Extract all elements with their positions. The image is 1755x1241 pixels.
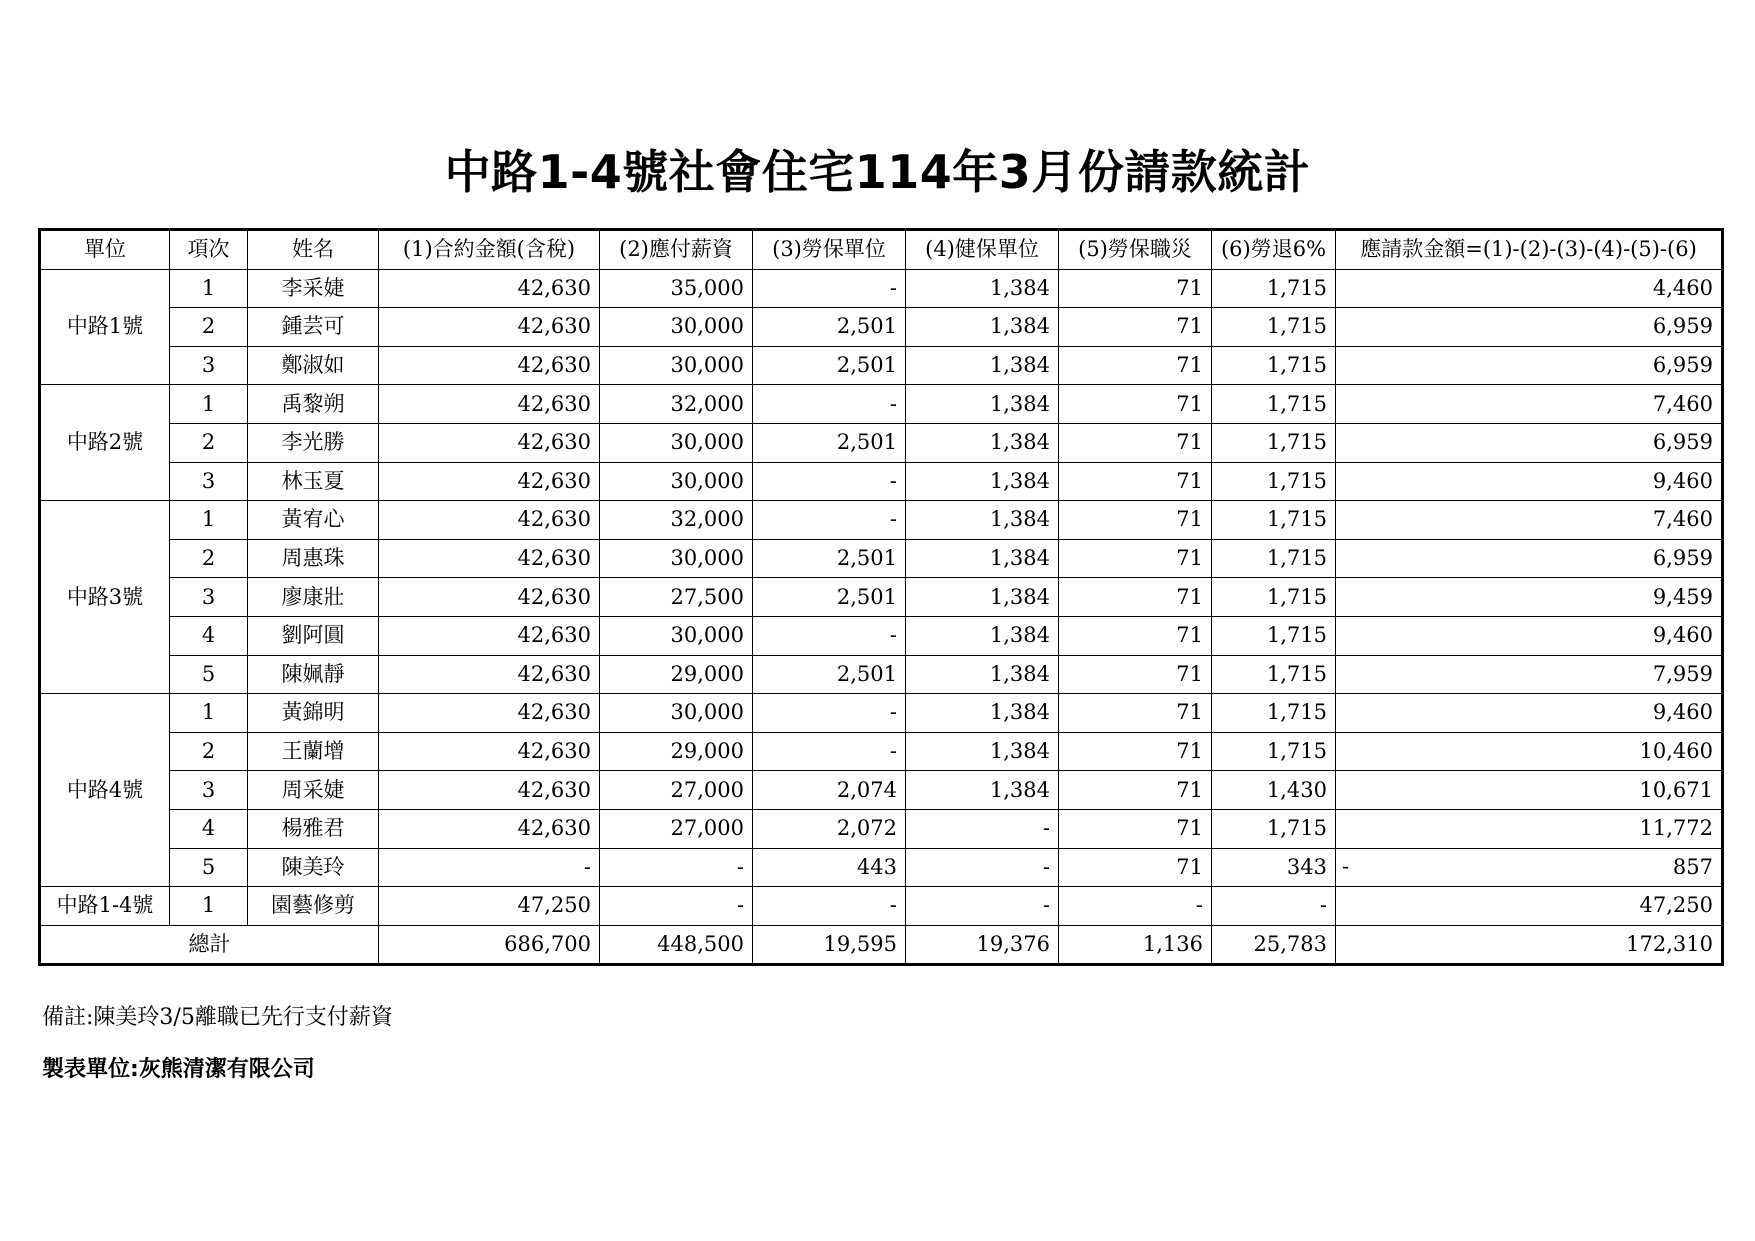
pension-cell: 1,715 [1212, 694, 1336, 733]
salary-cell: 27,000 [600, 771, 753, 810]
salary-cell: 30,000 [600, 346, 753, 385]
total-billing-amount: 172,310 [1336, 925, 1723, 965]
occupational-injury-cell: 71 [1059, 462, 1212, 501]
health-insurance-cell: 1,384 [906, 346, 1059, 385]
salary-cell: 30,000 [600, 539, 753, 578]
name-cell: 陳美玲 [248, 848, 379, 887]
pension-cell: 1,715 [1212, 423, 1336, 462]
item-no-cell: 3 [170, 462, 248, 501]
salary-cell: 32,000 [600, 385, 753, 424]
salary-cell: 30,000 [600, 308, 753, 347]
salary-cell: 27,500 [600, 578, 753, 617]
item-no-cell: 2 [170, 423, 248, 462]
health-insurance-cell: 1,384 [906, 462, 1059, 501]
labor-insurance-cell: 443 [753, 848, 906, 887]
name-cell: 劉阿圓 [248, 616, 379, 655]
item-no-cell: 5 [170, 848, 248, 887]
unit-cell: 中路2號 [40, 385, 170, 501]
table-row [40, 462, 1723, 501]
name-cell: 周采婕 [248, 771, 379, 810]
occupational-injury-cell: 71 [1059, 385, 1212, 424]
pension-cell: 1,715 [1212, 346, 1336, 385]
billing-amount-value: 4,460 [1652, 275, 1713, 300]
name-cell: 園藝修剪 [248, 887, 379, 926]
pension-cell: 1,715 [1212, 308, 1336, 347]
table-row [40, 346, 1723, 385]
billing-amount-cell [1336, 346, 1723, 385]
contract-cell: 42,630 [379, 385, 600, 424]
header-billing-amount: 應請款金額=(1)-(2)-(3)-(4)-(5)-(6) [1336, 230, 1723, 270]
negative-sign: - [1342, 854, 1350, 879]
labor-insurance-cell: - [753, 269, 906, 308]
occupational-injury-cell: 71 [1059, 771, 1212, 810]
total-health-insurance: 19,376 [906, 925, 1059, 965]
item-no-cell: 2 [170, 539, 248, 578]
item-no-cell: 1 [170, 694, 248, 733]
pension-cell: 1,715 [1212, 655, 1336, 694]
contract-cell: 42,630 [379, 462, 600, 501]
item-no-cell: 3 [170, 578, 248, 617]
item-no-cell: 3 [170, 771, 248, 810]
contract-cell: 47,250 [379, 887, 600, 926]
unit-cell: 中路1-4號 [40, 887, 170, 926]
health-insurance-cell: 1,384 [906, 771, 1059, 810]
pension-cell: 1,715 [1212, 616, 1336, 655]
table-row [40, 501, 1723, 540]
contract-cell: 42,630 [379, 346, 600, 385]
occupational-injury-cell: 71 [1059, 423, 1212, 462]
prepared-by: 製表單位:灰熊清潔有限公司 [42, 1057, 315, 1082]
billing-amount-value: 9,459 [1652, 584, 1713, 609]
billing-amount-cell [1336, 771, 1723, 810]
header-labor-insurance: (3)勞保單位 [753, 230, 906, 270]
salary-cell: - [600, 848, 753, 887]
table-row [40, 848, 1723, 887]
health-insurance-cell: - [906, 887, 1059, 926]
header-occupational-injury: (5)勞保職災 [1059, 230, 1212, 270]
pension-cell: 1,715 [1212, 269, 1336, 308]
billing-amount-cell [1336, 848, 1723, 887]
billing-amount-cell [1336, 732, 1723, 771]
salary-cell: 29,000 [600, 655, 753, 694]
health-insurance-cell: - [906, 848, 1059, 887]
pension-cell: 1,430 [1212, 771, 1336, 810]
labor-insurance-cell: 2,501 [753, 578, 906, 617]
contract-cell: 42,630 [379, 539, 600, 578]
billing-amount-value: 7,959 [1652, 661, 1713, 686]
name-cell: 王蘭增 [248, 732, 379, 771]
contract-cell: 42,630 [379, 616, 600, 655]
billing-amount-cell [1336, 385, 1723, 424]
contract-cell: 42,630 [379, 578, 600, 617]
total-salary: 448,500 [600, 925, 753, 965]
header-name: 姓名 [248, 230, 379, 270]
table-row [40, 732, 1723, 771]
labor-insurance-cell: - [753, 732, 906, 771]
billing-amount-value: 6,959 [1652, 314, 1713, 339]
salary-cell: 32,000 [600, 501, 753, 540]
billing-amount-value: 10,671 [1639, 777, 1713, 802]
unit-cell: 中路3號 [40, 501, 170, 694]
table-row [40, 694, 1723, 733]
health-insurance-cell: 1,384 [906, 423, 1059, 462]
name-cell: 黃錦明 [248, 694, 379, 733]
billing-amount-value: 11,772 [1639, 816, 1713, 841]
total-labor-insurance: 19,595 [753, 925, 906, 965]
header-item-no: 項次 [170, 230, 248, 270]
pension-cell: 1,715 [1212, 732, 1336, 771]
table-row [40, 809, 1723, 848]
health-insurance-cell: 1,384 [906, 694, 1059, 733]
health-insurance-cell: - [906, 809, 1059, 848]
billing-amount-value: 7,460 [1652, 391, 1713, 416]
labor-insurance-cell: - [753, 385, 906, 424]
item-no-cell: 2 [170, 308, 248, 347]
total-pension: 25,783 [1212, 925, 1336, 965]
pension-cell: 1,715 [1212, 539, 1336, 578]
health-insurance-cell: 1,384 [906, 385, 1059, 424]
billing-amount-cell [1336, 423, 1723, 462]
labor-insurance-cell: 2,501 [753, 308, 906, 347]
occupational-injury-cell: 71 [1059, 346, 1212, 385]
pension-cell: 1,715 [1212, 385, 1336, 424]
contract-cell: 42,630 [379, 809, 600, 848]
name-cell: 李采婕 [248, 269, 379, 308]
salary-cell: 30,000 [600, 616, 753, 655]
occupational-injury-cell: 71 [1059, 501, 1212, 540]
billing-amount-value: 9,460 [1652, 700, 1713, 725]
item-no-cell: 1 [170, 501, 248, 540]
table-row [40, 616, 1723, 655]
name-cell: 禹黎朔 [248, 385, 379, 424]
labor-insurance-cell: 2,501 [753, 346, 906, 385]
billing-amount-cell [1336, 655, 1723, 694]
billing-amount-value: 9,460 [1652, 623, 1713, 648]
header-unit: 單位 [40, 230, 170, 270]
table-row [40, 385, 1723, 424]
labor-insurance-cell: 2,501 [753, 423, 906, 462]
table-row [40, 771, 1723, 810]
health-insurance-cell: 1,384 [906, 308, 1059, 347]
header-row [40, 230, 1723, 270]
contract-cell: 42,630 [379, 732, 600, 771]
health-insurance-cell: 1,384 [906, 655, 1059, 694]
billing-amount-cell [1336, 269, 1723, 308]
total-row [40, 925, 1723, 965]
table-row [40, 887, 1723, 926]
labor-insurance-cell: 2,501 [753, 539, 906, 578]
header-contract-amount: (1)合約金額(含稅) [379, 230, 600, 270]
salary-cell: 30,000 [600, 462, 753, 501]
occupational-injury-cell: 71 [1059, 539, 1212, 578]
health-insurance-cell: 1,384 [906, 501, 1059, 540]
occupational-injury-cell: 71 [1059, 308, 1212, 347]
item-no-cell: 1 [170, 269, 248, 308]
health-insurance-cell: 1,384 [906, 578, 1059, 617]
pension-cell: 1,715 [1212, 809, 1336, 848]
name-cell: 鍾芸可 [248, 308, 379, 347]
total-occupational-injury: 1,136 [1059, 925, 1212, 965]
item-no-cell: 4 [170, 616, 248, 655]
billing-amount-value: 857 [1672, 854, 1713, 879]
billing-amount-cell [1336, 539, 1723, 578]
remark-note: 備註:陳美玲3/5離職已先行支付薪資 [42, 1005, 393, 1030]
salary-cell: 30,000 [600, 423, 753, 462]
labor-insurance-cell: 2,074 [753, 771, 906, 810]
item-no-cell: 1 [170, 887, 248, 926]
occupational-injury-cell: 71 [1059, 616, 1212, 655]
occupational-injury-cell: 71 [1059, 809, 1212, 848]
labor-insurance-cell: - [753, 501, 906, 540]
pension-cell: - [1212, 887, 1336, 926]
billing-amount-value: 47,250 [1639, 893, 1713, 918]
occupational-injury-cell: 71 [1059, 694, 1212, 733]
occupational-injury-cell: 71 [1059, 732, 1212, 771]
billing-amount-cell [1336, 809, 1723, 848]
name-cell: 廖康壯 [248, 578, 379, 617]
pension-cell: 1,715 [1212, 578, 1336, 617]
occupational-injury-cell: - [1059, 887, 1212, 926]
salary-cell: 30,000 [600, 694, 753, 733]
header-health-insurance: (4)健保單位 [906, 230, 1059, 270]
billing-amount-cell [1336, 501, 1723, 540]
total-label: 總計 [40, 925, 379, 965]
table-row [40, 423, 1723, 462]
salary-cell: 27,000 [600, 809, 753, 848]
billing-amount-value: 6,959 [1652, 546, 1713, 571]
health-insurance-cell: 1,384 [906, 269, 1059, 308]
name-cell: 鄭淑如 [248, 346, 379, 385]
occupational-injury-cell: 71 [1059, 655, 1212, 694]
health-insurance-cell: 1,384 [906, 539, 1059, 578]
occupational-injury-cell: 71 [1059, 578, 1212, 617]
billing-amount-cell [1336, 578, 1723, 617]
item-no-cell: 5 [170, 655, 248, 694]
header-pension: (6)勞退6% [1212, 230, 1336, 270]
table-row [40, 308, 1723, 347]
contract-cell: 42,630 [379, 694, 600, 733]
contract-cell: 42,630 [379, 655, 600, 694]
billing-table [38, 228, 1724, 966]
billing-amount-value: 6,959 [1652, 353, 1713, 378]
table-row [40, 578, 1723, 617]
occupational-injury-cell: 71 [1059, 269, 1212, 308]
item-no-cell: 1 [170, 385, 248, 424]
contract-cell: 42,630 [379, 423, 600, 462]
name-cell: 黃宥心 [248, 501, 379, 540]
salary-cell: 35,000 [600, 269, 753, 308]
contract-cell: 42,630 [379, 501, 600, 540]
labor-insurance-cell: - [753, 616, 906, 655]
billing-amount-value: 9,460 [1652, 468, 1713, 493]
table-row [40, 269, 1723, 308]
billing-amount-value: 7,460 [1652, 507, 1713, 532]
document-title: 中路1-4號社會住宅114年3月份請款統計 [444, 145, 1311, 199]
labor-insurance-cell: 2,072 [753, 809, 906, 848]
salary-cell: 29,000 [600, 732, 753, 771]
name-cell: 李光勝 [248, 423, 379, 462]
billing-amount-cell [1336, 887, 1723, 926]
contract-cell: 42,630 [379, 308, 600, 347]
table-row [40, 655, 1723, 694]
name-cell: 林玉夏 [248, 462, 379, 501]
health-insurance-cell: 1,384 [906, 616, 1059, 655]
billing-amount-value: 6,959 [1652, 430, 1713, 455]
contract-cell: 42,630 [379, 771, 600, 810]
table-row [40, 539, 1723, 578]
unit-cell: 中路1號 [40, 269, 170, 385]
health-insurance-cell: 1,384 [906, 732, 1059, 771]
pension-cell: 1,715 [1212, 501, 1336, 540]
item-no-cell: 3 [170, 346, 248, 385]
total-contract: 686,700 [379, 925, 600, 965]
salary-cell: - [600, 887, 753, 926]
name-cell: 陳姵靜 [248, 655, 379, 694]
labor-insurance-cell: - [753, 694, 906, 733]
name-cell: 周惠珠 [248, 539, 379, 578]
contract-cell: - [379, 848, 600, 887]
contract-cell: 42,630 [379, 269, 600, 308]
occupational-injury-cell: 71 [1059, 848, 1212, 887]
pension-cell: 1,715 [1212, 462, 1336, 501]
header-salary: (2)應付薪資 [600, 230, 753, 270]
name-cell: 楊雅君 [248, 809, 379, 848]
labor-insurance-cell: - [753, 887, 906, 926]
unit-cell: 中路4號 [40, 694, 170, 887]
billing-amount-cell [1336, 694, 1723, 733]
billing-amount-value: 10,460 [1639, 739, 1713, 764]
item-no-cell: 2 [170, 732, 248, 771]
labor-insurance-cell: 2,501 [753, 655, 906, 694]
billing-amount-cell [1336, 308, 1723, 347]
table-body [40, 269, 1723, 925]
billing-amount-cell [1336, 462, 1723, 501]
item-no-cell: 4 [170, 809, 248, 848]
billing-amount-cell [1336, 616, 1723, 655]
labor-insurance-cell: - [753, 462, 906, 501]
pension-cell: 343 [1212, 848, 1336, 887]
